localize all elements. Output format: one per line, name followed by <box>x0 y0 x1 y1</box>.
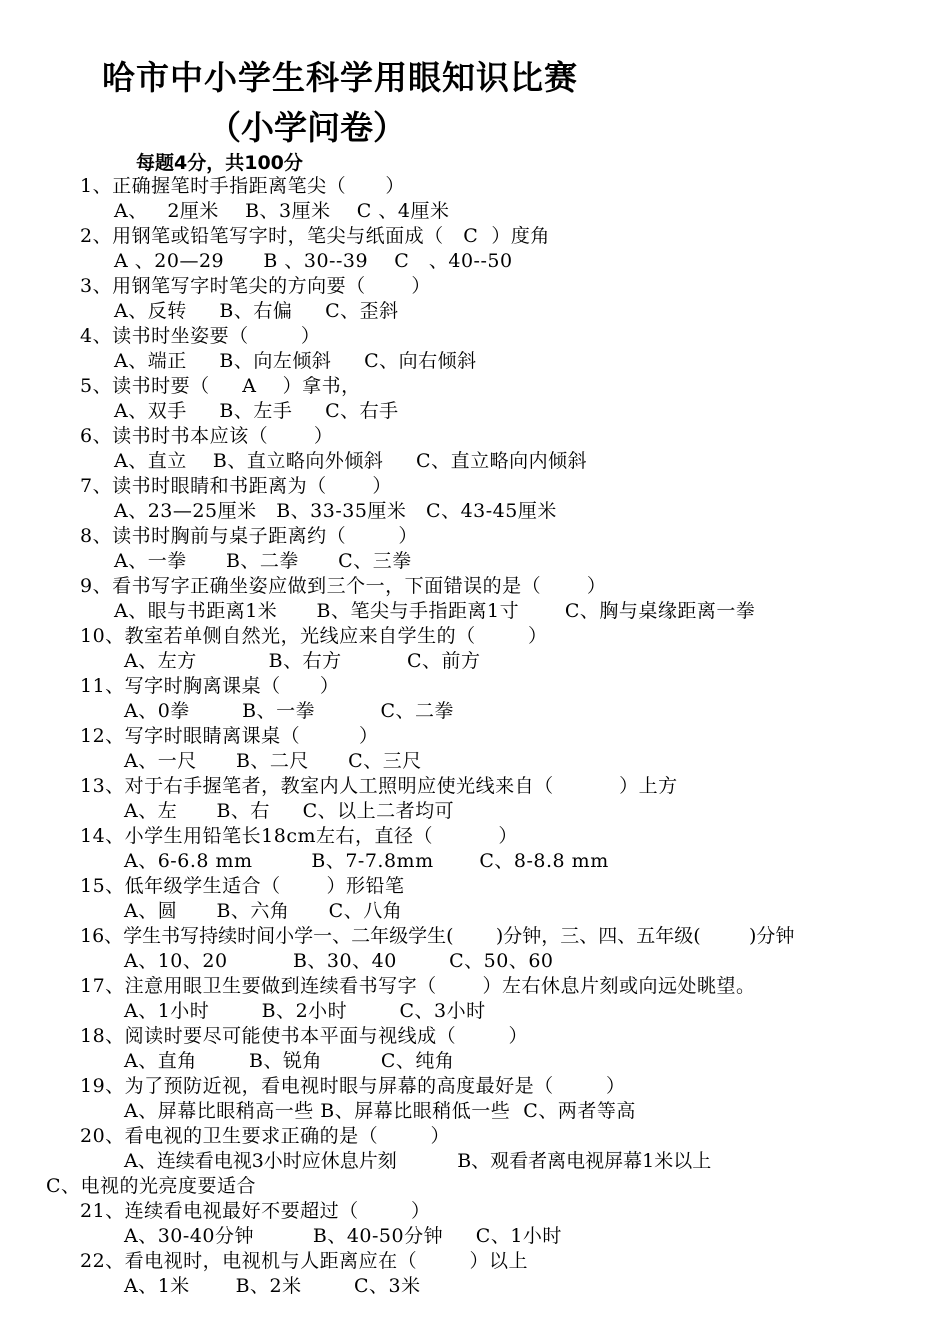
options-20-ab: A、连续看电视3小时应休息片刻 B、观看者离电视屏幕1米以上 <box>124 1150 712 1172</box>
options-6: A、直立 B、直立略向外倾斜 C、直立略向内倾斜 <box>114 450 588 472</box>
options-15: A、圆 B、六角 C、八角 <box>124 900 403 922</box>
question-14: 14、小学生用铅笔长18cm左右，直径（ ） <box>80 825 518 847</box>
page-subtitle: （小学问卷） <box>208 108 406 147</box>
question-7: 7、读书时眼睛和书距离为（ ） <box>80 475 392 497</box>
question-17: 17、注意用眼卫生要做到连续看书写字（ ）左右休息片刻或向远处眺望。 <box>80 975 756 997</box>
options-1: A、 2厘米 B、3厘米 C 、4厘米 <box>114 200 450 222</box>
options-14: A、6-6.8 mm B、7-7.8mm C、8-8.8 mm <box>124 850 609 872</box>
question-11: 11、写字时胸离课桌（ ） <box>80 675 340 697</box>
options-3: A、反转 B、右偏 C、歪斜 <box>114 300 399 322</box>
question-19: 19、为了预防近视，看电视时眼与屏幕的高度最好是（ ） <box>80 1075 626 1097</box>
question-12: 12、写字时眼睛离课桌（ ） <box>80 725 379 747</box>
page-title: 哈市中小学生科学用眼知识比赛 <box>102 58 578 97</box>
question-6: 6、读书时书本应该（ ） <box>80 425 334 447</box>
question-20: 20、看电视的卫生要求正确的是（ ） <box>80 1125 450 1147</box>
question-2: 2、用钢笔或铅笔写字时，笔尖与纸面成（ C ）度角 <box>80 225 550 247</box>
options-17: A、1小时 B、2小时 C、3小时 <box>124 1000 486 1022</box>
options-13: A、左 B、右 C、以上二者均可 <box>124 800 455 822</box>
options-18: A、直角 B、锐角 C、纯角 <box>124 1050 455 1072</box>
options-11: A、0拳 B、一拳 C、二拳 <box>124 700 455 722</box>
question-4: 4、读书时坐姿要（ ） <box>80 325 321 347</box>
question-16: 16、学生书写持续时间小学一、二年级学生( )分钟，三、四、五年级( )分钟 <box>80 925 795 947</box>
question-3: 3、用钢笔写字时笔尖的方向要（ ） <box>80 275 431 297</box>
options-8: A、一拳 B、二拳 C、三拳 <box>114 550 412 572</box>
options-19: A、屏幕比眼稍高一些 B、屏幕比眼稍低一些 C、两者等高 <box>124 1100 636 1122</box>
question-1: 1、正确握笔时手指距离笔尖（ ） <box>80 175 405 197</box>
score-note: 每题4分，共100分 <box>136 152 303 174</box>
options-4: A、端正 B、向左倾斜 C、向右倾斜 <box>114 350 477 372</box>
question-21: 21、连续看电视最好不要超过（ ） <box>80 1200 431 1222</box>
question-9: 9、看书写字正确坐姿应做到三个一，下面错误的是（ ） <box>80 575 607 597</box>
options-16: A、10、20 B、30、40 C、50、60 <box>124 950 554 972</box>
options-22: A、1米 B、2米 C、3米 <box>124 1275 421 1297</box>
options-20-c: C、电视的光亮度要适合 <box>46 1175 257 1197</box>
options-5: A、双手 B、左手 C、右手 <box>114 400 399 422</box>
options-2: A 、20—29 B 、30--39 C 、40--50 <box>114 250 513 272</box>
options-7: A、23—25厘米 B、33-35厘米 C、43-45厘米 <box>114 500 557 522</box>
options-12: A、一尺 B、二尺 C、三尺 <box>124 750 422 772</box>
options-10: A、左方 B、右方 C、前方 <box>124 650 481 672</box>
question-10: 10、教室若单侧自然光，光线应来自学生的（ ） <box>80 625 548 647</box>
question-22: 22、看电视时，电视机与人距离应在（ ）以上 <box>80 1250 528 1272</box>
options-9: A、眼与书距离1米 B、笔尖与手指距离1寸 C、胸与桌缘距离一拳 <box>114 600 756 622</box>
question-5: 5、读书时要（ A ）拿书， <box>80 375 361 397</box>
question-13: 13、对于右手握笔者，教室内人工照明应使光线来自（ ）上方 <box>80 775 678 797</box>
question-18: 18、阅读时要尽可能使书本平面与视线成（ ） <box>80 1025 528 1047</box>
question-8: 8、读书时胸前与桌子距离约（ ） <box>80 525 418 547</box>
options-21: A、30-40分钟 B、40-50分钟 C、1小时 <box>124 1225 562 1247</box>
question-15: 15、低年级学生适合（ ）形铅笔 <box>80 875 405 897</box>
